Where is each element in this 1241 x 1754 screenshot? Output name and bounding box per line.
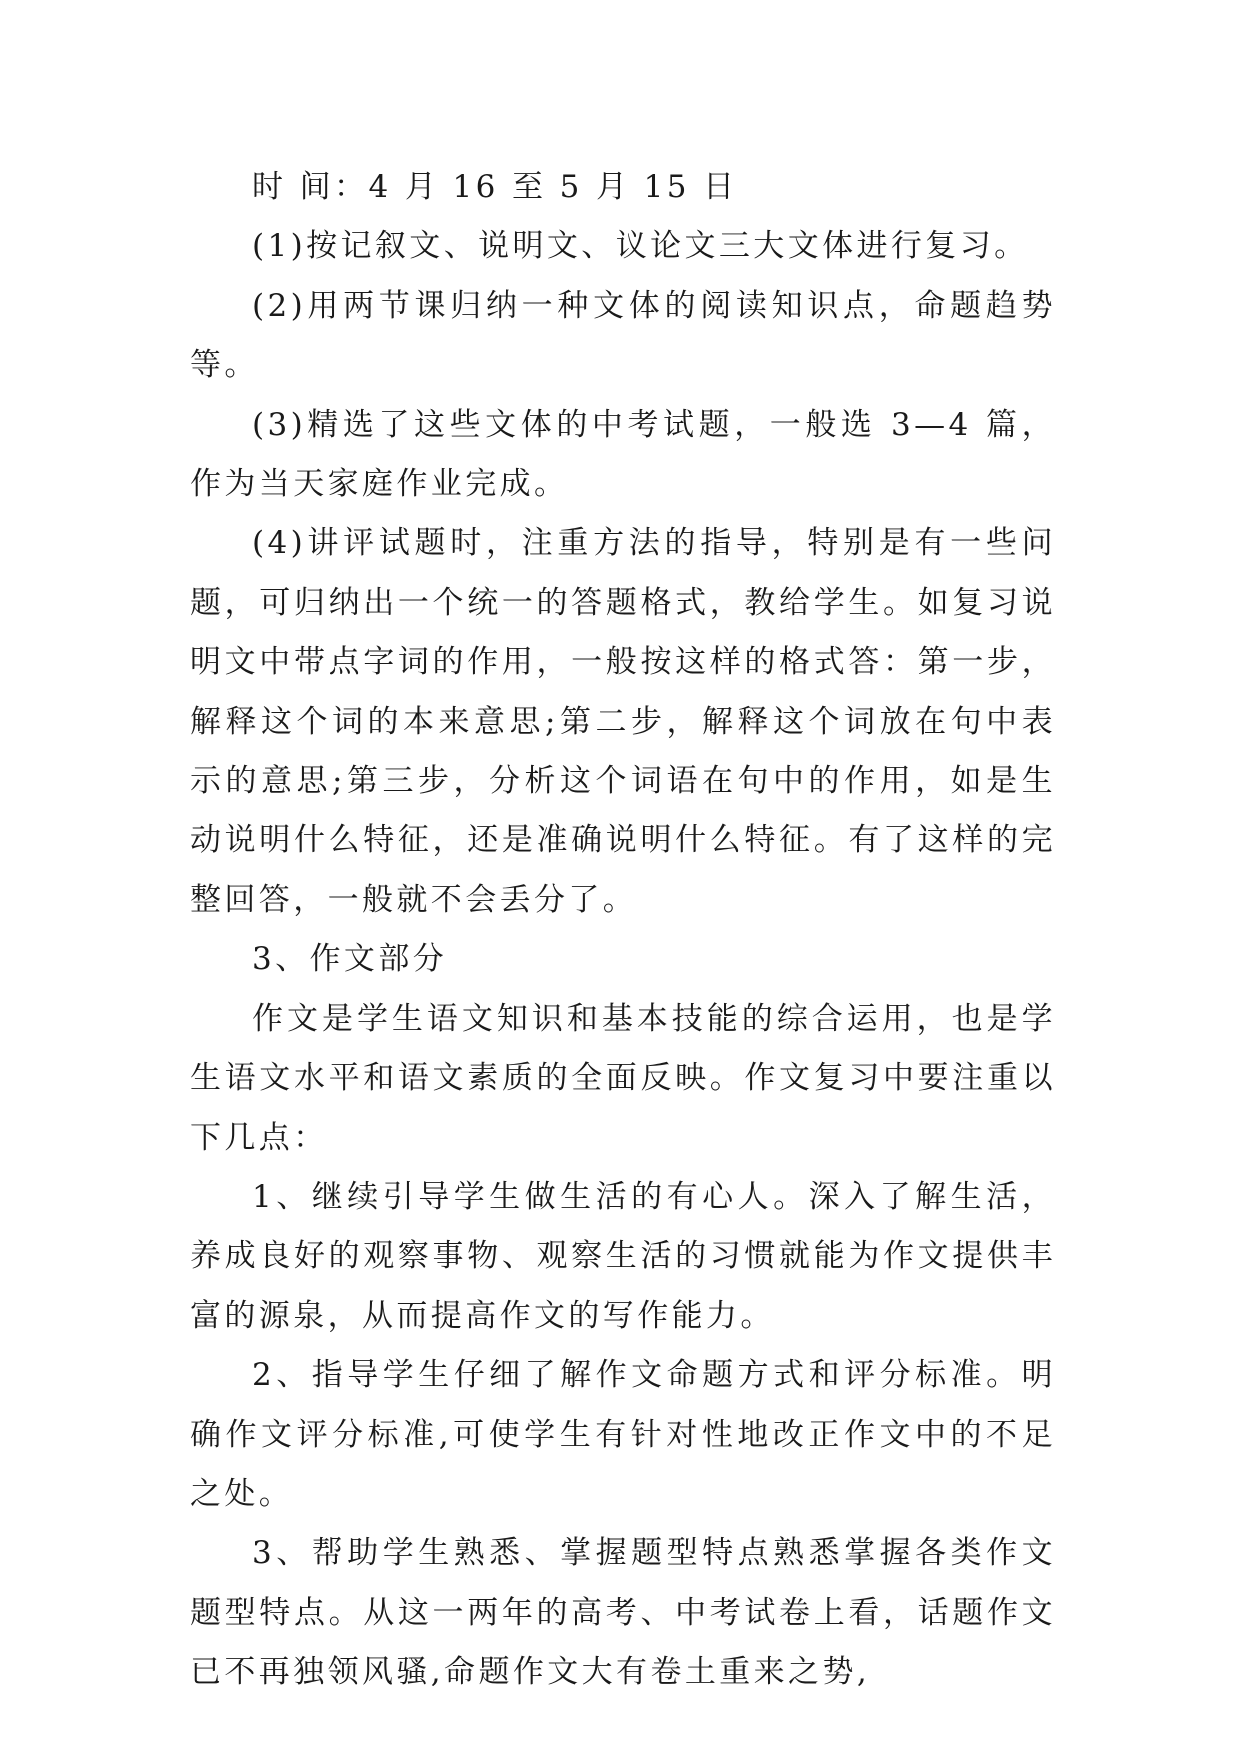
paragraph-point-1: 1、继续引导学生做生活的有心人。深入了解生活，养成良好的观察事物、观察生活的习惯就能为作文提供丰富的源泉，从而提高作文的写作能力。 xyxy=(190,1178,1056,1334)
document-body xyxy=(190,158,1056,1703)
paragraph-item-1: (1)按记叙文、说明文、议论文三大文体进行复习。 xyxy=(252,228,1029,265)
paragraph-time: 时 间：4 月 16 至 5 月 15 日 xyxy=(252,169,738,205)
paragraph-item-2: (2)用两节课归纳一种文体的阅读知识点，命题趋势等。 xyxy=(190,287,1056,384)
paragraph-composition-intro: 作文是学生语文知识和基本技能的综合运用，也是学生语文水平和语文素质的全面反映。作文复习中要注重以下几点： xyxy=(190,1000,1056,1156)
section-heading-composition: 3、作文部分 xyxy=(252,941,448,978)
paragraph-point-3: 3、帮助学生熟悉、掌握题型特点熟悉掌握各类作文题型特点。从这一两年的高考、中考试卷上看，话题作文已不再独领风骚,命题作文大有卷土重来之势, xyxy=(190,1535,1056,1691)
paragraph-point-2: 2、指导学生仔细了解作文命题方式和评分标准。明确作文评分标准,可使学生有针对性地改正作文中的不足之处。 xyxy=(190,1357,1056,1512)
paragraph-item-3: (3)精选了这些文体的中考试题，一般选 3—4 篇，作为当天家庭作业完成。 xyxy=(190,406,1056,503)
paragraph-item-4: (4)讲评试题时，注重方法的指导，特别是有一些问题，可归纳出一个统一的答题格式，教给学生。如复习说明文中带点字词的作用，一般按这样的格式答：第一步，解释这个词的本来意思;第二步，解释这个词放在句中表示的意思;第三步，分析这个词语在句中的作用，如是生动说明什么特征，还是准确说明什么特征。有了这样的完整回答，一般就不会丢分了。 xyxy=(190,525,1056,918)
